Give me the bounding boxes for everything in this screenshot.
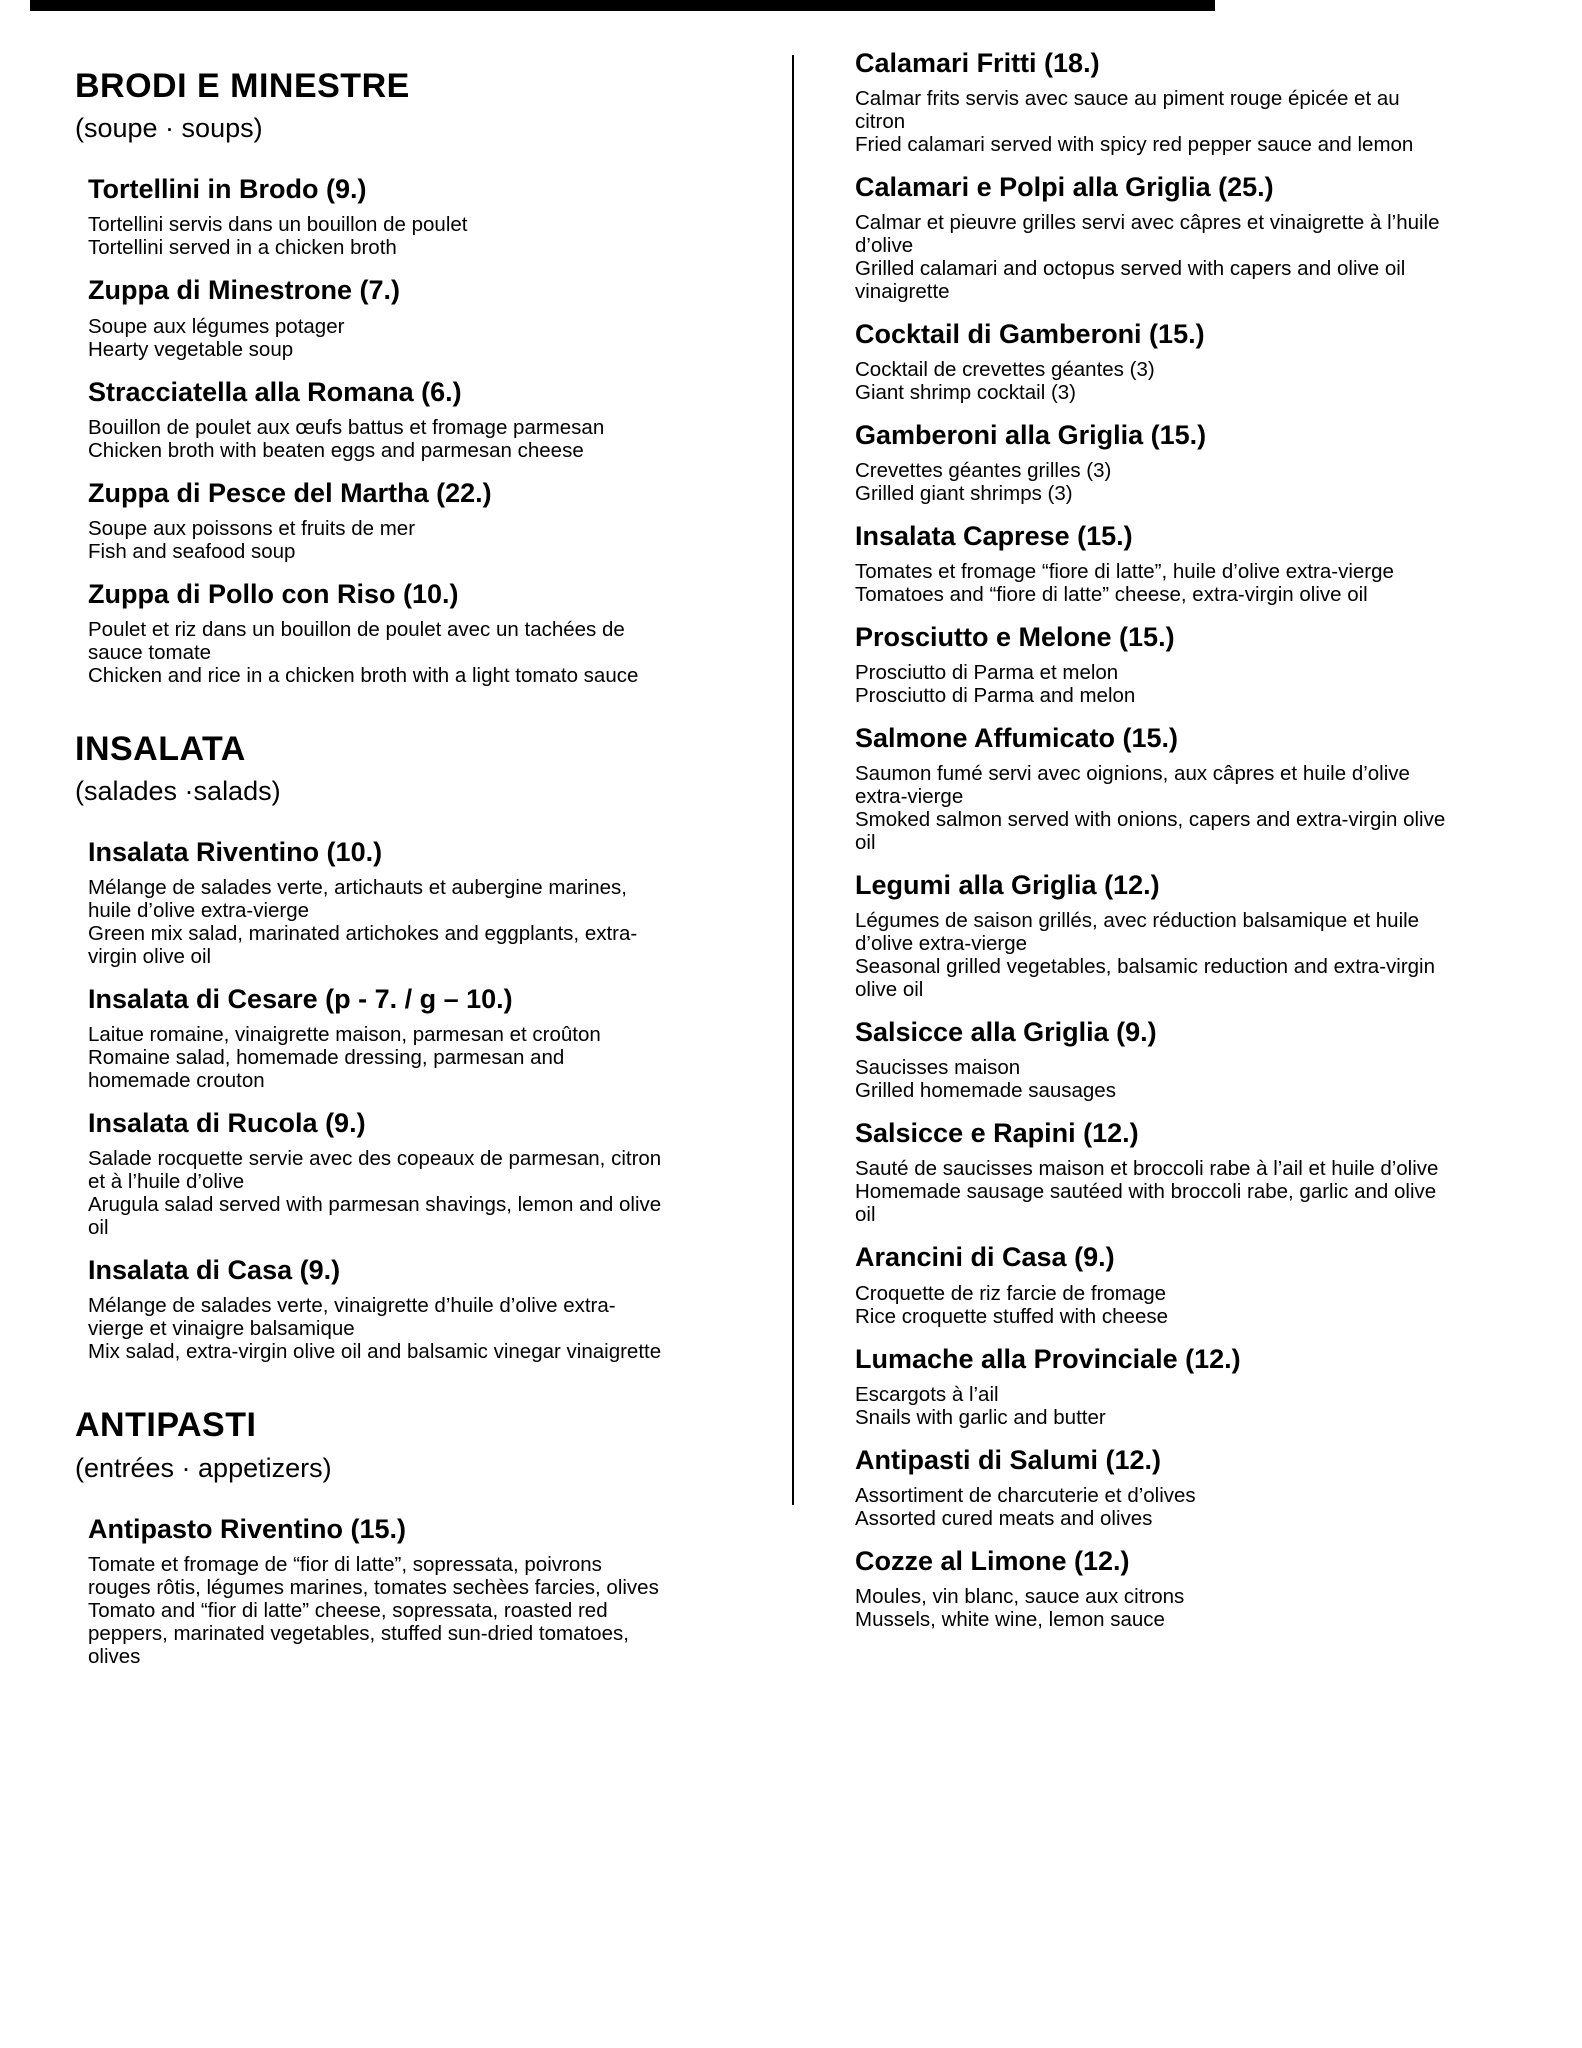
menu-item: [88, 1514, 665, 1668]
item-name: Antipasto Riventino (15.): [88, 1513, 407, 1544]
item-description-english: Green mix salad, marinated artichokes and eggplants, extra-virgin olive oil: [88, 922, 638, 969]
menu-item: [855, 870, 1447, 1001]
item-name: Arancini di Casa (9.): [855, 1242, 1115, 1273]
item-description-french: Moules, vin blanc, sauce aux citrons: [855, 1584, 1185, 1608]
menu-item: [88, 984, 665, 1092]
item-description-english: Tomatoes and “fiore di latte” cheese, extra-virgin olive oil: [855, 583, 1368, 607]
menu-item: [88, 275, 665, 360]
section-subtitle: (entrées · appetizers): [75, 1452, 332, 1483]
section-items: [88, 837, 665, 1363]
menu-item: [855, 521, 1447, 606]
item-description-english: Seasonal grilled vegetables, balsamic reduction and extra-virgin olive oil: [855, 955, 1436, 1002]
item-description-english: Prosciutto di Parma and melon: [855, 684, 1136, 708]
menu-item: [855, 1242, 1447, 1327]
item-name: Calamari Fritti (18.): [855, 48, 1100, 78]
item-description-french: Crevettes géantes grilles (3): [855, 459, 1112, 483]
item-description-french: Croquette de riz farcie de fromage: [855, 1281, 1167, 1305]
item-description-french: Cocktail de crevettes géantes (3): [855, 358, 1155, 382]
item-description-french: Laitue romaine, vinaigrette maison, parmesan et croûton: [88, 1023, 601, 1047]
menu-column-right: [855, 48, 1447, 1631]
item-description-english: Rice croquette stuffed with cheese: [855, 1304, 1168, 1328]
menu-item: [855, 48, 1447, 156]
menu-item: [88, 478, 665, 563]
item-name: Salsicce alla Griglia (9.): [855, 1017, 1157, 1048]
item-name: Insalata Caprese (15.): [855, 521, 1133, 552]
item-description-english: Mussels, white wine, lemon sauce: [855, 1607, 1165, 1631]
item-name: Insalata di Casa (9.): [88, 1255, 341, 1286]
item-name: Prosciutto e Melone (15.): [855, 622, 1175, 653]
menu-item: [88, 1108, 665, 1239]
item-description-english: Fried calamari served with spicy red pepper sauce and lemon: [855, 133, 1414, 157]
menu-item: [855, 1344, 1447, 1429]
item-description-english: Grilled giant shrimps (3): [855, 482, 1073, 506]
item-description-french: Tortellini servis dans un bouillon de poulet: [88, 213, 468, 237]
menu-item: [88, 377, 665, 462]
item-description-french: Mélange de salades verte, vinaigrette d’huile d’olive extra-vierge et vinaigre balsamique: [88, 1294, 616, 1341]
menu-item: [855, 420, 1447, 505]
item-description-french: Escargots à l’ail: [855, 1382, 999, 1406]
menu-section: [75, 68, 665, 687]
item-description-french: Saumon fumé servi avec oignions, aux câpres et huile d’olive extra-vierge: [855, 762, 1410, 809]
section-subtitle: (soupe · soups): [75, 113, 263, 144]
item-description-english: Tortellini served in a chicken broth: [88, 236, 397, 260]
section-title: ANTIPASTI: [75, 1406, 257, 1445]
section-items: [88, 1514, 665, 1668]
item-description-english: Grilled homemade sausages: [855, 1079, 1116, 1103]
menu-item: [855, 622, 1447, 707]
menu-item: [88, 1255, 665, 1363]
item-name: Lumache alla Provinciale (12.): [855, 1343, 1241, 1374]
section-items: [88, 174, 665, 686]
item-description-english: Hearty vegetable soup: [88, 337, 294, 361]
menu-item: [855, 1118, 1447, 1226]
item-name: Salsicce e Rapini (12.): [855, 1118, 1139, 1149]
item-name: Legumi alla Griglia (12.): [855, 870, 1160, 901]
item-description-french: Bouillon de poulet aux œufs battus et fromage parmesan: [88, 415, 605, 439]
section-subtitle: (salades ·salads): [75, 776, 281, 807]
item-description-french: Sauté de saucisses maison et broccoli rabe à l’ail et huile d’olive: [855, 1157, 1439, 1181]
item-name: Cozze al Limone (12.): [855, 1545, 1130, 1576]
item-name: Insalata di Cesare (p - 7. / g – 10.): [88, 984, 513, 1015]
item-description-french: Calmar frits servis avec sauce au piment rouge épicée et au citron: [855, 87, 1400, 134]
item-description-french: Saucisses maison: [855, 1056, 1021, 1080]
item-description-english: Tomato and “fior di latte” cheese, sopressata, roasted red peppers, marinated vegetables, stuffed sun-dried tomatoes, olives: [88, 1598, 629, 1668]
menu-item: [855, 1546, 1447, 1631]
item-name: Tortellini in Brodo (9.): [88, 174, 367, 205]
menu-item: [855, 1445, 1447, 1530]
item-description-english: Romaine salad, homemade dressing, parmesan and homemade crouton: [88, 1046, 565, 1093]
item-name: Zuppa di Pollo con Riso (10.): [88, 578, 459, 609]
item-name: Insalata Riventino (10.): [88, 837, 383, 868]
item-description-french: Soupe aux poissons et fruits de mer: [88, 516, 416, 540]
item-description-french: Prosciutto di Parma et melon: [855, 661, 1119, 685]
item-name: Antipasti di Salumi (12.): [855, 1444, 1162, 1475]
item-description-english: Mix salad, extra-virgin olive oil and balsamic vinegar vinaigrette: [88, 1340, 662, 1364]
item-description-french: Soupe aux légumes potager: [88, 314, 345, 338]
item-name: Stracciatella alla Romana (6.): [88, 376, 462, 407]
item-name: Insalata di Rucola (9.): [88, 1108, 366, 1139]
section-title: BRODI E MINESTRE: [75, 67, 410, 105]
item-description-english: Fish and seafood soup: [88, 539, 296, 563]
menu-section: [855, 48, 1447, 1631]
menu-item: [855, 723, 1447, 854]
item-description-english: Arugula salad served with parmesan shavings, lemon and olive oil: [88, 1193, 662, 1240]
menu-item: [88, 837, 665, 968]
item-description-english: Smoked salmon served with onions, capers and extra-virgin olive oil: [855, 808, 1446, 855]
item-description-english: Giant shrimp cocktail (3): [855, 381, 1077, 405]
section-title: INSALATA: [75, 729, 246, 768]
item-description-english: Chicken and rice in a chicken broth with a light tomato sauce: [88, 663, 639, 687]
menu-column-left: [75, 68, 665, 1668]
top-divider-bar: [30, 0, 1215, 11]
menu-item: [88, 174, 665, 259]
item-description-french: Tomates et fromage “fiore di latte”, huile d’olive extra-vierge: [855, 560, 1394, 584]
menu-section: [75, 1407, 665, 1667]
item-description-english: Snails with garlic and butter: [855, 1405, 1106, 1429]
item-description-english: Chicken broth with beaten eggs and parmesan cheese: [88, 438, 584, 462]
item-description-french: Légumes de saison grillés, avec réduction balsamique et huile d’olive extra-vierge: [855, 909, 1420, 956]
item-description-french: Tomate et fromage de “fior di latte”, sopressata, poivrons rouges rôtis, légumes marines, tomates sechèes farcies, olives: [88, 1552, 659, 1599]
menu-item: [855, 1017, 1447, 1102]
item-name: Cocktail di Gamberoni (15.): [855, 319, 1205, 350]
section-items: [855, 48, 1447, 1631]
item-description-english: Grilled calamari and octopus served with capers and olive oil vinaigrette: [855, 257, 1406, 304]
item-description-french: Salade rocquette servie avec des copeaux de parmesan, citron et à l’huile d’olive: [88, 1147, 662, 1194]
item-name: Calamari e Polpi alla Griglia (25.): [855, 172, 1274, 203]
menu-item: [855, 172, 1447, 303]
item-description-english: Assorted cured meats and olives: [855, 1506, 1153, 1530]
item-description-english: Homemade sausage sautéed with broccoli rabe, garlic and olive oil: [855, 1180, 1437, 1227]
item-description-french: Calmar et pieuvre grilles servi avec câpres et vinaigrette à l’huile d’olive: [855, 211, 1440, 258]
column-divider-line: [792, 55, 794, 1505]
item-name: Gamberoni alla Griglia (15.): [855, 420, 1207, 451]
menu-item: [855, 319, 1447, 404]
item-name: Zuppa di Pesce del Martha (22.): [88, 477, 492, 508]
item-description-french: Assortiment de charcuterie et d’olives: [855, 1483, 1196, 1507]
item-description-french: Poulet et riz dans un bouillon de poulet avec un tachées de sauce tomate: [88, 617, 625, 664]
menu-item: [88, 579, 665, 687]
item-name: Zuppa di Minestrone (7.): [88, 275, 401, 306]
item-description-french: Mélange de salades verte, artichauts et aubergine marines, huile d’olive extra-vierge: [88, 876, 628, 923]
item-name: Salmone Affumicato (15.): [855, 723, 1179, 754]
menu-section: [75, 731, 665, 1364]
